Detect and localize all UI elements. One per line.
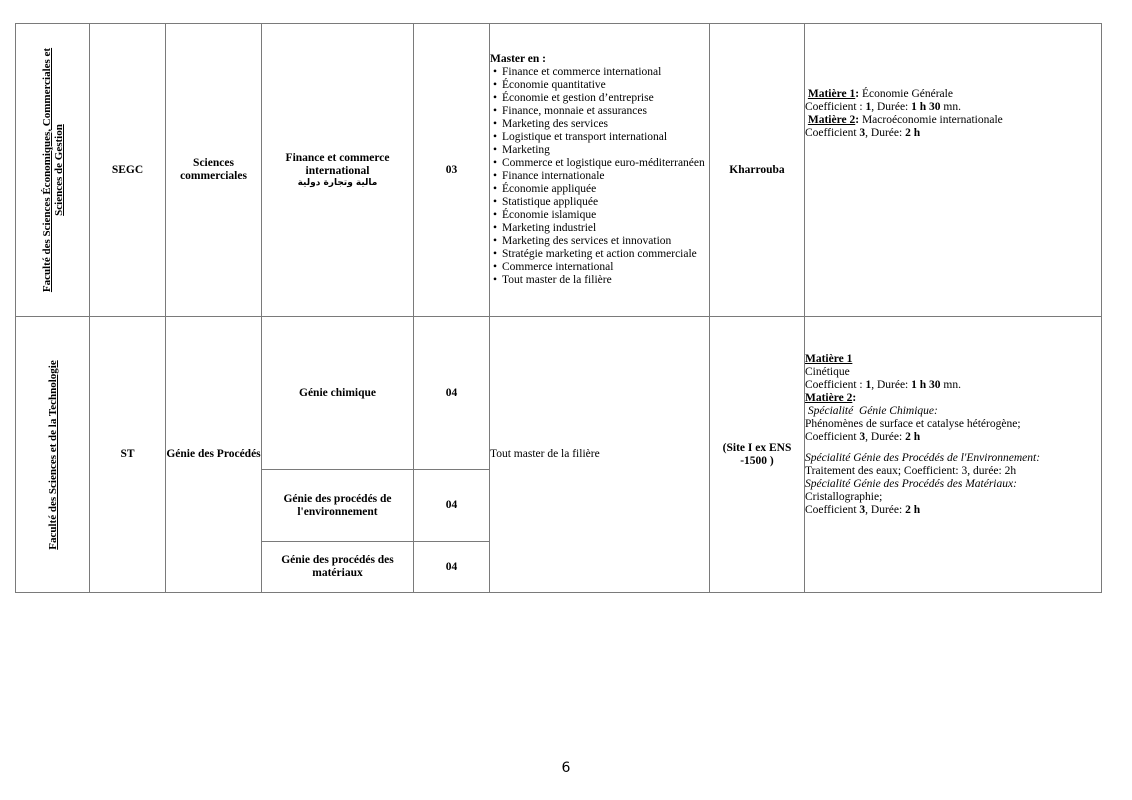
list-item: • Finance internationale [490,170,709,183]
code-cell: ST [90,317,166,593]
speciality-cell: Génie des procédés de l'environnement [262,470,414,542]
list-item: • Marketing industriel [490,222,709,235]
faculty-cell [16,24,90,317]
list-item: • Statistique appliquée [490,196,709,209]
list-item: • Finance, monnaie et assurances [490,105,709,118]
speciality-cell: Génie des procédés des matériaux [262,542,414,593]
subject-name: Traitement des eaux; Coefficient: 3, durée: 2h [805,465,1017,477]
masters-title: Master en : [490,53,546,65]
places-cell: 04 [414,542,490,593]
page-number: 6 [561,760,571,776]
subject-label: Matière 2 [805,392,853,404]
exam-coefficient-1: Coefficient : 1, Durée: 1 h 30 mn. [805,379,961,391]
exam-coefficient-2: Coefficient 3, Durée: 2 h [805,127,921,139]
speciality-cell: Génie chimique [262,317,414,470]
masters-cell [490,24,710,317]
faculty-cell [16,317,90,593]
subject-name: Macroéconomie internationale [861,114,1003,126]
exam-coefficient-2: Coefficient 3, Durée: 2 h [805,431,921,443]
exam-subject-1: Matière 1: Économie Générale [807,88,953,100]
list-item: • Logistique et transport international [490,131,709,144]
list-item: • Économie islamique [490,209,709,222]
masters-list [490,66,709,287]
speciality-name-arabic: مالية وتجارة دولية [297,177,378,188]
places-cell: 04 [414,470,490,542]
exam-coefficient-3: Coefficient 3, Durée: 2 h [805,504,921,516]
subject-label: Matière 1 [807,88,856,100]
subject-name: Cinétique [805,366,850,378]
exam-cell [805,24,1102,317]
faculty-name: Faculté des Sciences et de la Technologie [46,359,59,550]
speciality-label: Spécialité Génie Chimique: [805,405,938,417]
domain-cell: Génie des Procédés [166,317,262,593]
list-item: • Économie appliquée [490,183,709,196]
subject-name: Cristallographie; [805,491,883,503]
exam-subject-2: Matière 2: [805,392,857,404]
subject-name: Phénomènes de surface et catalyse hétérogène; [805,418,1021,430]
faculty-name: Faculté des Sciences Économiques, Commerciales et Sciences de Gestion [40,47,65,293]
speciality-cell [262,24,414,317]
list-item: • Stratégie marketing et action commerciale [490,248,709,261]
list-item: • Tout master de la filière [490,274,709,287]
spacer [805,444,1101,452]
list-item: • Économie quantitative [490,79,709,92]
site-cell: (Site I ex ENS -1500 ) [710,317,805,593]
site-cell: Kharrouba [710,24,805,317]
exam-cell [805,317,1102,593]
masters-cell: Tout master de la filière [490,317,710,593]
list-item: • Commerce et logistique euro-méditerranéen [490,157,709,170]
list-item: • Marketing [490,144,709,157]
list-item: • Marketing des services et innovation [490,235,709,248]
list-item: • Finance et commerce international [490,66,709,79]
list-item: • Économie et gestion d’entreprise [490,92,709,105]
places-cell: 04 [414,317,490,470]
table-row [16,317,1102,470]
subject-label: Matière 1 [805,353,853,365]
code-cell: SEGC [90,24,166,317]
speciality-name: Finance et commerce international [285,151,390,177]
list-item: • Commerce international [490,261,709,274]
subject-label: Matière 2 [807,114,856,126]
speciality-label: Spécialité Génie des Procédés des Matériaux: [805,478,1017,490]
domain-cell: Sciences commerciales [166,24,262,317]
table-row [16,24,1102,317]
admission-table [15,23,1102,593]
exam-coefficient-1: Coefficient : 1, Durée: 1 h 30 mn. [805,101,961,113]
places-cell: 03 [414,24,490,317]
speciality-label: Spécialité Génie des Procédés de l'Environnement: [805,452,1041,464]
list-item: • Marketing des services [490,118,709,131]
subject-name: Économie Générale [861,88,953,100]
exam-subject-2: Matière 2: Macroéconomie internationale [807,114,1003,126]
